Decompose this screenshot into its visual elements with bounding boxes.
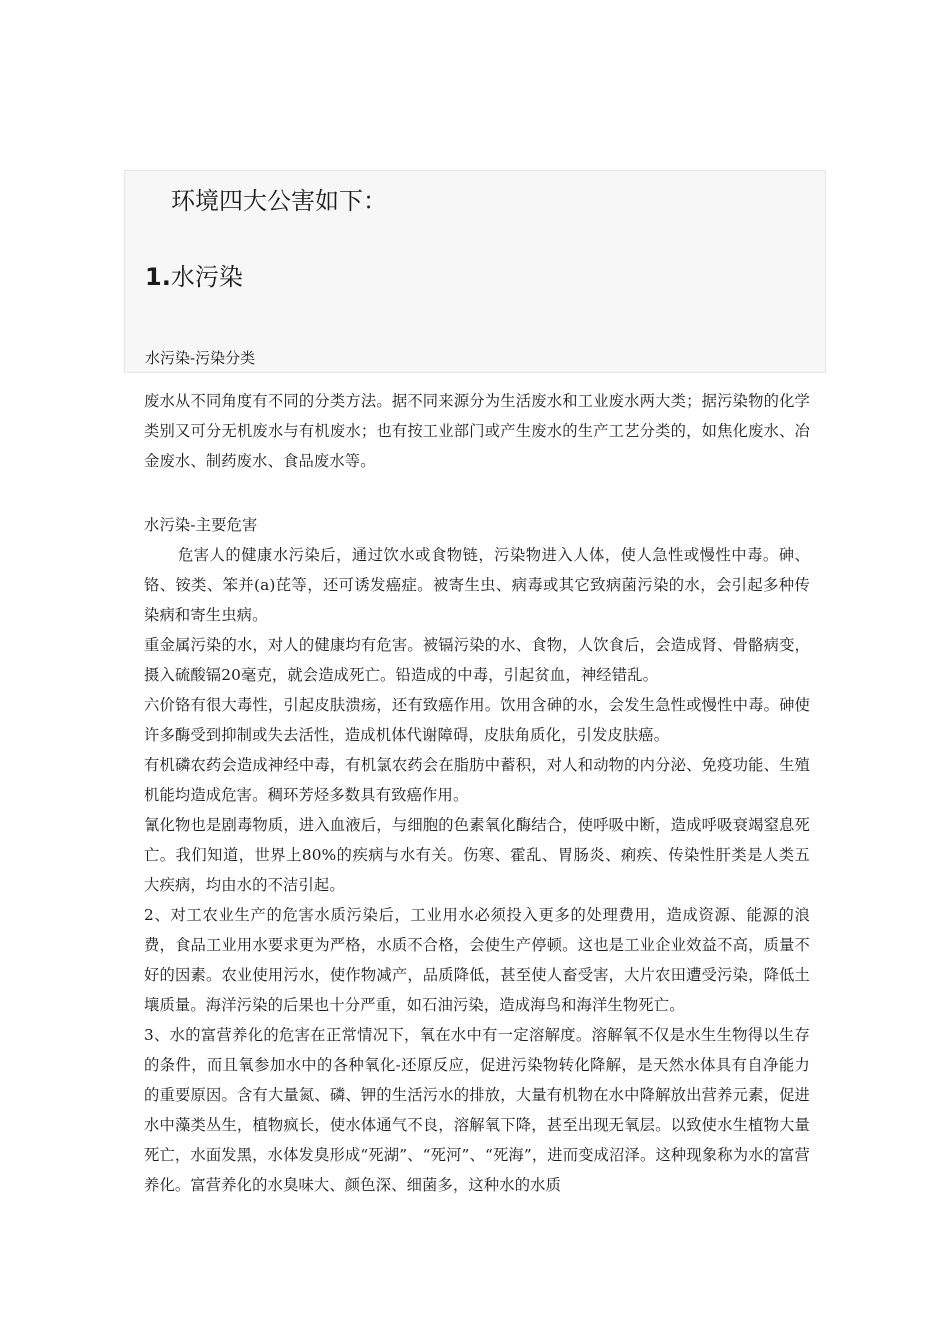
page-title: 环境四大公害如下： xyxy=(171,187,387,215)
subheading-hazards: 水污染-主要危害 xyxy=(144,516,258,534)
subheading-classification: 水污染-污染分类 xyxy=(145,349,256,367)
header-box xyxy=(124,170,826,373)
paragraph-heavy-metals: 重金属污染的水，对人的健康均有危害。被镉污染的水、食物，人饮食后，会造成肾、骨骼病变，摄入硫酸镉20毫克，就会造成死亡。铅造成的中毒，引起贫血，神经错乱。 xyxy=(144,636,810,684)
body-content xyxy=(144,386,810,1200)
paragraph-classification: 废水从不同角度有不同的分类方法。据不同来源分为生活废水和工业废水两大类；据污染物的化学类别又可分无机废水与有机废水；也有按工业部门或产生废水的生产工艺分类的，如焦化废水、冶金废水、制药废水、食品废水等。 xyxy=(144,392,810,470)
paragraph-eutrophication: 3、水的富营养化的危害在正常情况下，氧在水中有一定溶解度。溶解氧不仅是水生生物得以生存的条件，而且氧参加水中的各种氧化-还原反应，促进污染物转化降解，是天然水体具有自净能力的重要原因。含有大量氮、磷、钾的生活污水的排放，大量有机物在水中降解放出营养元素，促进水中藻类丛生，植物疯长，使水体通气不良，溶解氧下降，甚至出现无氧层。以致使水生植物大量死亡，水面发黑，水体发臭形成“死湖”、“死河”、“死海”，进而变成沼泽。这种现象称为水的富营养化。富营养化的水臭味大、颜色深、细菌多，这种水的水质 xyxy=(144,1026,810,1194)
paragraph-pesticides: 有机磷农药会造成神经中毒，有机氯农药会在脂肪中蓄积，对人和动物的内分泌、免疫功能、生殖机能均造成危害。稠环芳烃多数具有致癌作用。 xyxy=(144,756,810,804)
paragraph-chromium-arsenic: 六价铬有很大毒性，引起皮肤溃疡，还有致癌作用。饮用含砷的水，会发生急性或慢性中毒。砷使许多酶受到抑制或失去活性，造成机体代谢障碍，皮肤角质化，引发皮肤癌。 xyxy=(144,696,810,744)
section-title: 水污染 xyxy=(170,263,243,291)
spacer xyxy=(144,476,810,510)
section-heading xyxy=(145,261,243,293)
paragraph-cyanide: 氰化物也是剧毒物质，进入血液后，与细胞的色素氧化酶结合，使呼吸中断，造成呼吸衰竭窒息死亡。我们知道，世界上80%的疾病与水有关。伤寒、霍乱、胃肠炎、痢疾、传染性肝类是人类五大疾病，均由水的不洁引起。 xyxy=(144,816,810,894)
paragraph-industry-agriculture: 2、对工农业生产的危害水质污染后，工业用水必须投入更多的处理费用，造成资源、能源的浪费，食品工业用水要求更为严格，水质不合格，会使生产停顿。这也是工业企业效益不高，质量不好的因素。农业使用污水，使作物减产，品质降低，甚至使人畜受害，大片农田遭受污染，降低土壤质量。海洋污染的后果也十分严重，如石油污染，造成海鸟和海洋生物死亡。 xyxy=(144,906,810,1014)
section-number: 1. xyxy=(145,263,171,291)
paragraph-health: 危害人的健康水污染后，通过饮水或食物链，污染物进入人体，使人急性或慢性中毒。砷、铬、铵类、笨并(a)芘等，还可诱发癌症。被寄生虫、病毒或其它致病菌污染的水，会引起多种传染病和寄生虫病。 xyxy=(144,546,810,624)
